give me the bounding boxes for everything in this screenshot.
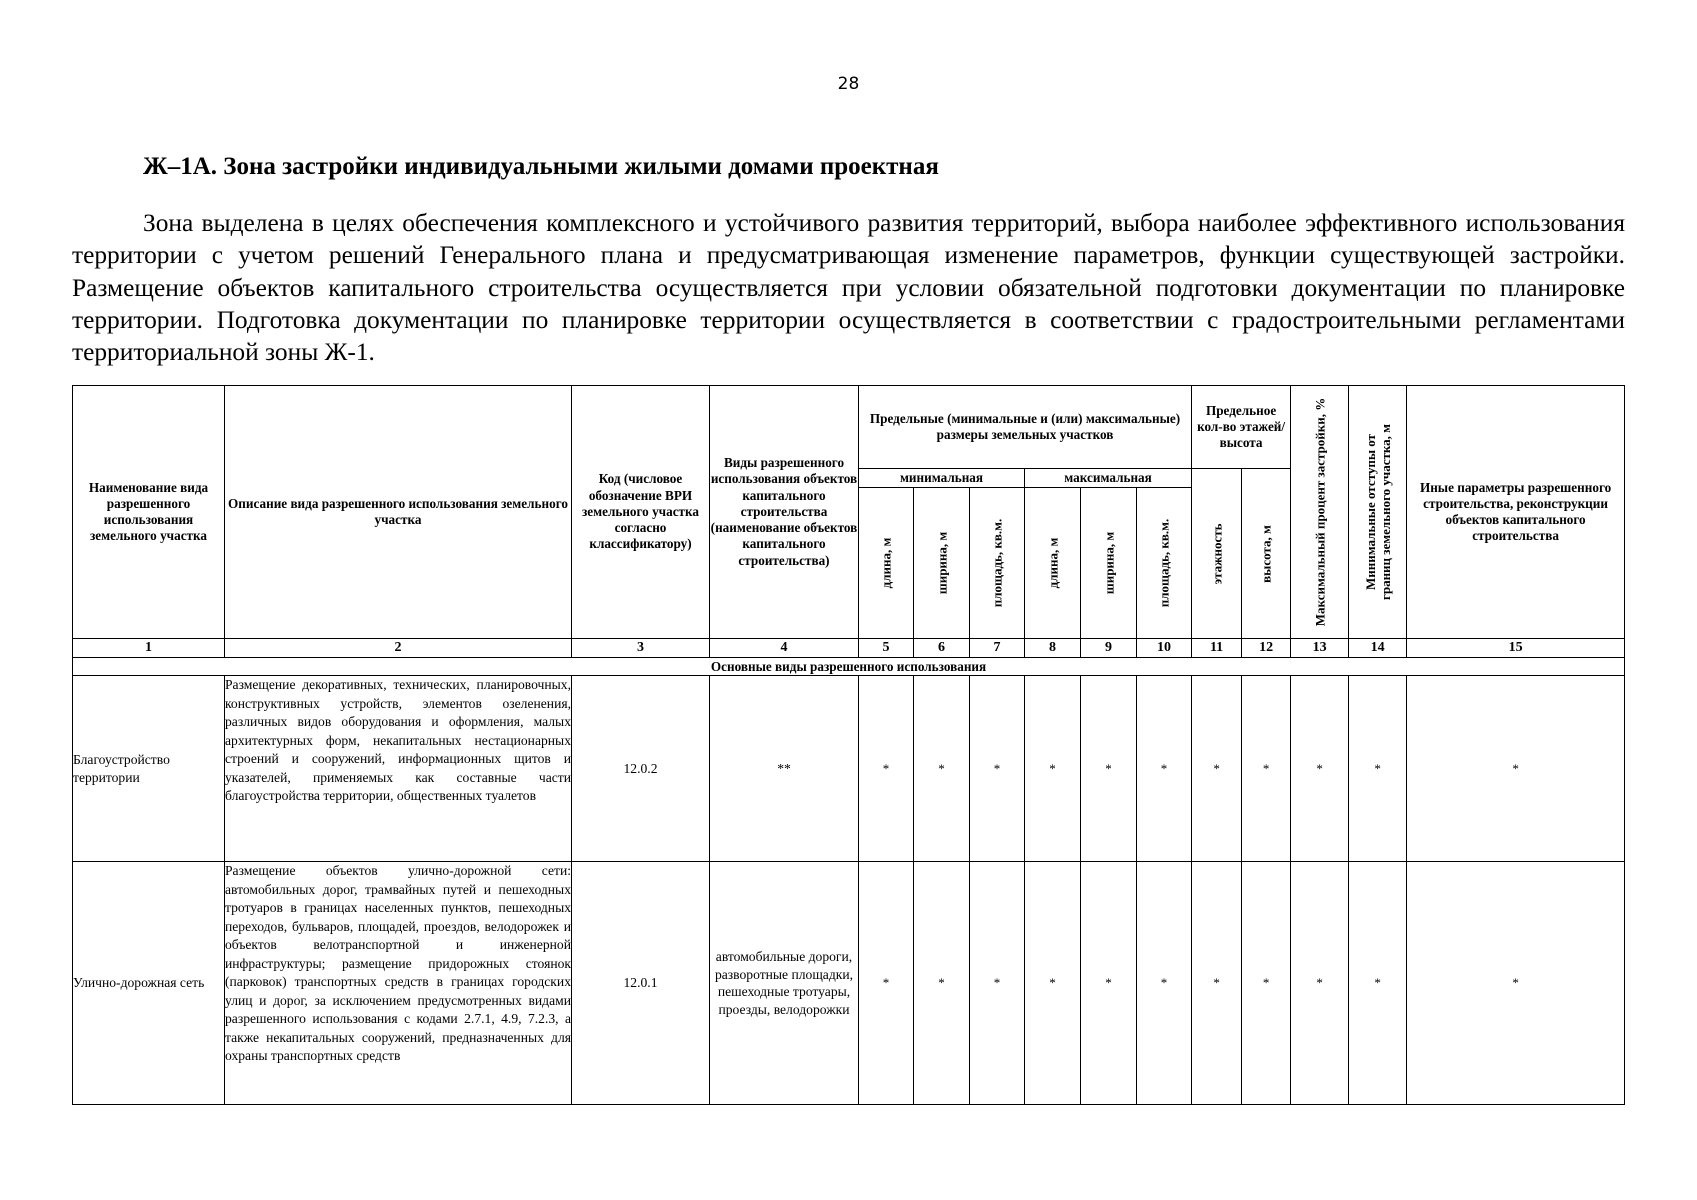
column-number: 9 bbox=[1081, 639, 1137, 658]
header-name: Наименование вида разрешенного использования земельного участка bbox=[73, 386, 225, 639]
row-objects: ** bbox=[710, 676, 859, 862]
header-min-setbacks: Минимальные отступы от границ земельного участка, м bbox=[1349, 386, 1407, 639]
row-value: * bbox=[859, 676, 914, 862]
header-objects: Виды разрешенного использования объектов капитального строительства (наименование объектов капитального строительства) bbox=[710, 386, 859, 639]
row-value: * bbox=[1242, 862, 1291, 1105]
row-value: * bbox=[1137, 862, 1192, 1105]
header-minimal: минимальная bbox=[859, 469, 1025, 488]
row-value: * bbox=[1192, 862, 1242, 1105]
header-max-length: длина, м bbox=[1025, 488, 1081, 639]
header-floors: этажность bbox=[1192, 469, 1242, 639]
row-value: * bbox=[970, 862, 1025, 1105]
header-maximal: максимальная bbox=[1025, 469, 1192, 488]
row-name: Благоустройство территории bbox=[73, 676, 225, 862]
header-other: Иные параметры разрешенного строительства, реконструкции объектов капитального строительства bbox=[1407, 386, 1625, 639]
row-value: * bbox=[914, 676, 970, 862]
column-number: 5 bbox=[859, 639, 914, 658]
regulations-table bbox=[72, 385, 1625, 1105]
header-min-width: ширина, м bbox=[914, 488, 970, 639]
header-max-percent: Максимальный процент застройки, % bbox=[1291, 386, 1349, 639]
column-number: 11 bbox=[1192, 639, 1242, 658]
column-number: 12 bbox=[1242, 639, 1291, 658]
header-min-length: длина, м bbox=[859, 488, 914, 639]
row-value: * bbox=[914, 862, 970, 1105]
row-code: 12.0.1 bbox=[572, 862, 710, 1105]
header-max-area: площадь, кв.м. bbox=[1137, 488, 1192, 639]
row-value: * bbox=[1349, 862, 1407, 1105]
row-description: Размещение декоративных, технических, планировочных, конструктивных устройств, элементов озеленения, различных видов оборудования и оформления, малых архитектурных форм, некапитальных нестационарных строений и сооружений, информационных щитов и указателей, применяемых как составные части благоустройства территории, общественных туалетов bbox=[225, 676, 572, 862]
row-value: * bbox=[1407, 676, 1625, 862]
row-code: 12.0.2 bbox=[572, 676, 710, 862]
row-value: * bbox=[859, 862, 914, 1105]
section-title: Основные виды разрешенного использования bbox=[73, 658, 1625, 676]
column-number: 10 bbox=[1137, 639, 1192, 658]
column-number: 1 bbox=[73, 639, 225, 658]
header-limits: Предельные (минимальные и (или) максимальные) размеры земельных участков bbox=[859, 386, 1192, 469]
column-number: 15 bbox=[1407, 639, 1625, 658]
column-number: 14 bbox=[1349, 639, 1407, 658]
column-number: 8 bbox=[1025, 639, 1081, 658]
page-title: Ж–1А. Зона застройки индивидуальными жилыми домами проектная bbox=[143, 153, 939, 180]
row-name: Улично-дорожная сеть bbox=[73, 862, 225, 1105]
header-min-area: площадь, кв.м. bbox=[970, 488, 1025, 639]
row-value: * bbox=[1025, 676, 1081, 862]
row-value: * bbox=[1137, 676, 1192, 862]
row-value: * bbox=[1192, 676, 1242, 862]
row-value: * bbox=[1291, 862, 1349, 1105]
column-number: 7 bbox=[970, 639, 1025, 658]
column-number: 2 bbox=[225, 639, 572, 658]
table-row bbox=[73, 862, 1625, 1105]
column-number: 3 bbox=[572, 639, 710, 658]
column-number: 13 bbox=[1291, 639, 1349, 658]
row-value: * bbox=[1025, 862, 1081, 1105]
row-description: Размещение объектов улично-дорожной сети: автомобильных дорог, трамвайных путей и пешеходных тротуаров в границах населенных пунктов, пешеходных переходов, бульваров, площадей, проездов, велодорожек и объектов велотранспортной и инженерной инфраструктуры; размещение придорожных стоянок (парковок) транспортных средств в границах городских улиц и дорог, за исключением предусмотренных видами разрешенного использования с кодами 2.7.1, 4.9, 7.2.3, а также некапитальных сооружений, предназначенных для охраны транспортных средств bbox=[225, 862, 572, 1105]
column-number: 4 bbox=[710, 639, 859, 658]
row-objects: автомобильные дороги, разворотные площадки, пешеходные тротуары, проезды, велодорожки bbox=[710, 862, 859, 1105]
header-code: Код (числовое обозначение ВРИ земельного участка согласно классификатору) bbox=[572, 386, 710, 639]
header-height: высота, м bbox=[1242, 469, 1291, 639]
header-floors-group: Предельное кол-во этажей/ высота bbox=[1192, 386, 1291, 469]
row-value: * bbox=[1291, 676, 1349, 862]
row-value: * bbox=[1081, 676, 1137, 862]
row-value: * bbox=[970, 676, 1025, 862]
header-max-width: ширина, м bbox=[1081, 488, 1137, 639]
column-number: 6 bbox=[914, 639, 970, 658]
row-value: * bbox=[1407, 862, 1625, 1105]
table-row bbox=[73, 676, 1625, 862]
header-description: Описание вида разрешенного использования земельного участка bbox=[225, 386, 572, 639]
intro-paragraph: Зона выделена в целях обеспечения комплексного и устойчивого развития территорий, выбора наиболее эффективного использования территории с учетом решений Генерального плана и предусматривающая изменение параметров, функции существующей застройки. Размещение объектов капитального строительства осуществляется при условии обязательной подготовки документации по планировке территории. Подготовка документации по планировке территории осуществляется в соответствии с градостроительными регламентами территориальной зоны Ж-1. bbox=[72, 209, 1625, 367]
page-number: 28 bbox=[837, 74, 860, 94]
row-value: * bbox=[1242, 676, 1291, 862]
row-value: * bbox=[1081, 862, 1137, 1105]
row-value: * bbox=[1349, 676, 1407, 862]
